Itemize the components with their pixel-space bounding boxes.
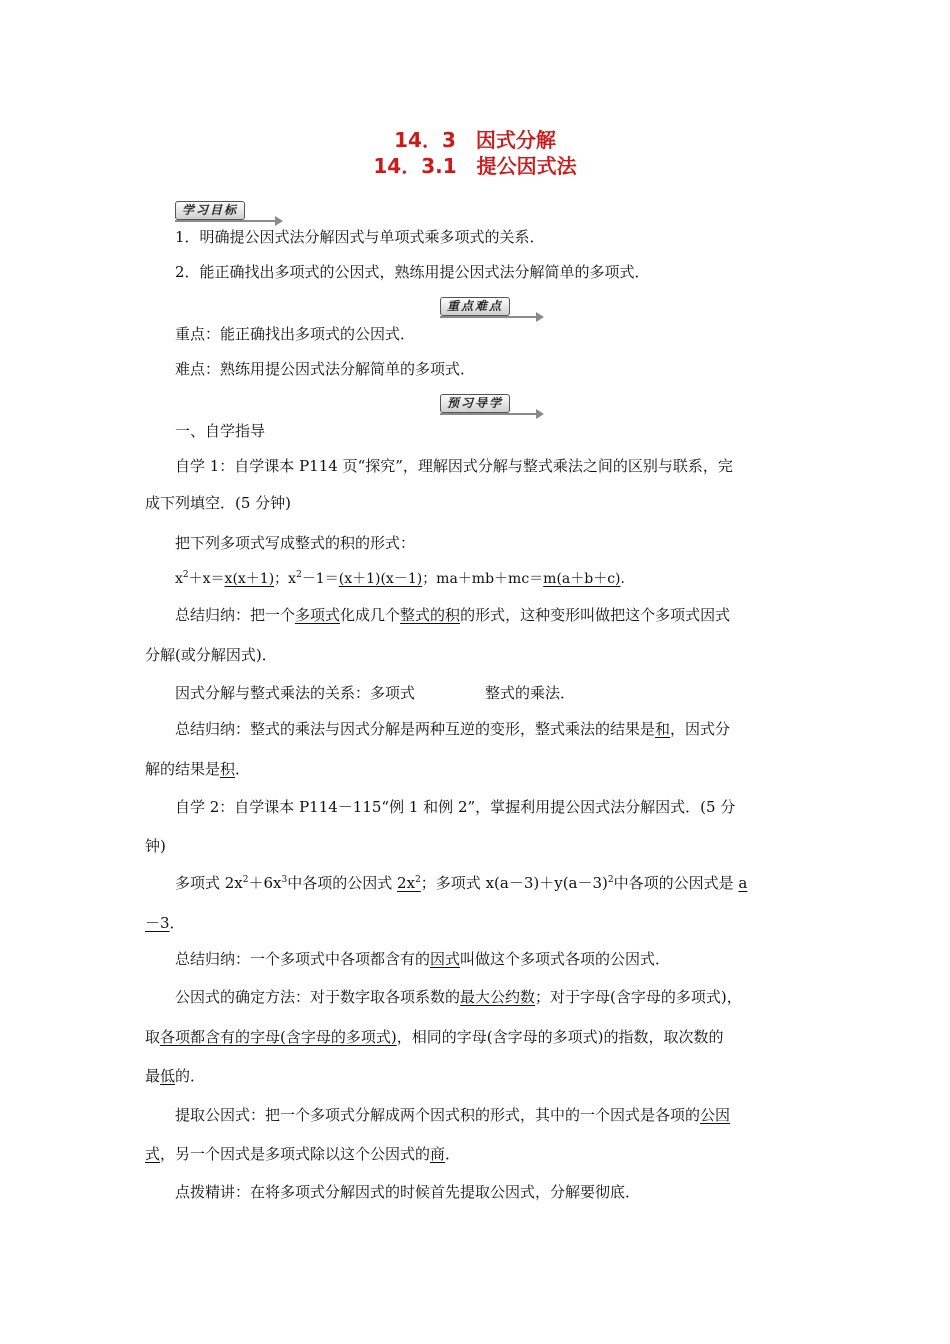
objectives-badge: 学习目标 [175, 201, 285, 227]
blank-common-factor-3a: 公因 [700, 1106, 731, 1124]
answer-2: (x＋1)(x－1) [338, 571, 423, 587]
summary-2-line-2: 解的结果是积． [145, 760, 251, 778]
key-points-badge: 重点难点 [440, 297, 545, 323]
answer-3: m(a＋b＋c) [543, 571, 621, 587]
objective-1: 1．明确提公因式法分解因式与单项式乘多项式的关系． [175, 228, 545, 246]
summary-1-line-1: 总结归纳：把一个多项式化成几个整式的积的形式，这种变形叫做把这个多项式因式 [175, 606, 731, 624]
common-factor-line-1: 多项式 $2x^2+6x^3$中各项的公因式 $2x^2$；多项式 $x(a-3)+y(a-3)^2$中各项的公因式是 a [175, 874, 748, 892]
relation-line: 因式分解与整式乘法的关系：多项式 整式的乘法． [175, 684, 576, 702]
self-study-1-line-2: 成下列填空．(5 分钟) [145, 494, 292, 512]
section-title: 14．3 因式分解 [394, 128, 556, 152]
focus-text: 重点：能正确找出多项式的公因式． [175, 325, 416, 343]
factorization-equations: $x^2+x=x(x+1)$；$x^2-1=(x+1)(x-1)$；ma＋mb＋mc＝m(a＋b＋c)． [175, 570, 635, 587]
blank-factor: 因式 [430, 950, 461, 968]
extract-line-1: 提取公因式：把一个多项式分解成两个因式积的形式，其中的一个因式是各项的公因 [175, 1106, 731, 1124]
blank-polynomial: 多项式 [295, 606, 341, 624]
blank-common-factor-3b: 式 [145, 1145, 161, 1163]
self-study-1-line-1: 自学 1：自学课本 P114 页“探究”，理解因式分解与整式乘法之间的区别与联系，完 [175, 457, 733, 475]
tip-text: 点拨精讲：在将多项式分解因式的时候首先提取公因式，分解要彻底． [175, 1183, 641, 1201]
extract-line-2: 式，另一个因式是多项式除以这个公因式的商． [145, 1145, 461, 1163]
blank-common-letters: 各项都含有的字母(含字母的多项式) [160, 1028, 397, 1046]
guide-heading: 一、自学指导 [175, 422, 266, 440]
blank-lowest: 低 [160, 1067, 176, 1085]
preview-badge: 预习导学 [440, 394, 545, 420]
self-study-2-line-2: 钟) [145, 837, 166, 855]
difficulty-text: 难点：熟练用提公因式法分解简单的多项式． [175, 360, 476, 378]
self-study-1-task: 把下列多项式写成整式的积的形式： [175, 534, 416, 552]
blank-sum: 和 [655, 720, 671, 738]
blank-common-factor-2b: －3 [145, 914, 170, 932]
blank-product: 整式的积 [400, 606, 461, 624]
summary-2-line-1: 总结归纳：整式的乘法与因式分解是两种互逆的变形，整式乘法的结果是和，因式分 [175, 720, 731, 738]
self-study-2-line-1: 自学 2：自学课本 P114－115“例 1 和例 2”，掌握利用提公因式法分解因式．(5 分 [175, 798, 736, 816]
summary-3: 总结归纳：一个多项式中各项都含有的因式叫做这个多项式各项的公因式． [175, 950, 671, 968]
subsection-title: 14．3.1 提公因式法 [373, 154, 577, 178]
blank-result-product: 积 [220, 760, 236, 778]
summary-1-line-2: 分解(或分解因式)． [145, 646, 277, 664]
method-line-1: 公因式的确定方法：对于数字取各项系数的最大公约数；对于字母(含字母的多项式)， [175, 988, 742, 1006]
blank-common-factor-1: $2x^2$ [397, 874, 421, 892]
blank-quotient: 商 [430, 1145, 446, 1163]
method-line-2: 取各项都含有的字母(含字母的多项式)，相同的字母(含字母的多项式)的指数，取次数的 [145, 1028, 724, 1046]
common-factor-line-2: －3． [145, 914, 185, 932]
blank-gcd: 最大公约数 [460, 988, 536, 1006]
objective-2: 2．能正确找出多项式的公因式，熟练用提公因式法分解简单的多项式． [175, 263, 650, 281]
blank-common-factor-2a: a [738, 874, 748, 892]
method-line-3: 最低的． [145, 1067, 206, 1085]
answer-1: x(x＋1) [224, 571, 275, 587]
